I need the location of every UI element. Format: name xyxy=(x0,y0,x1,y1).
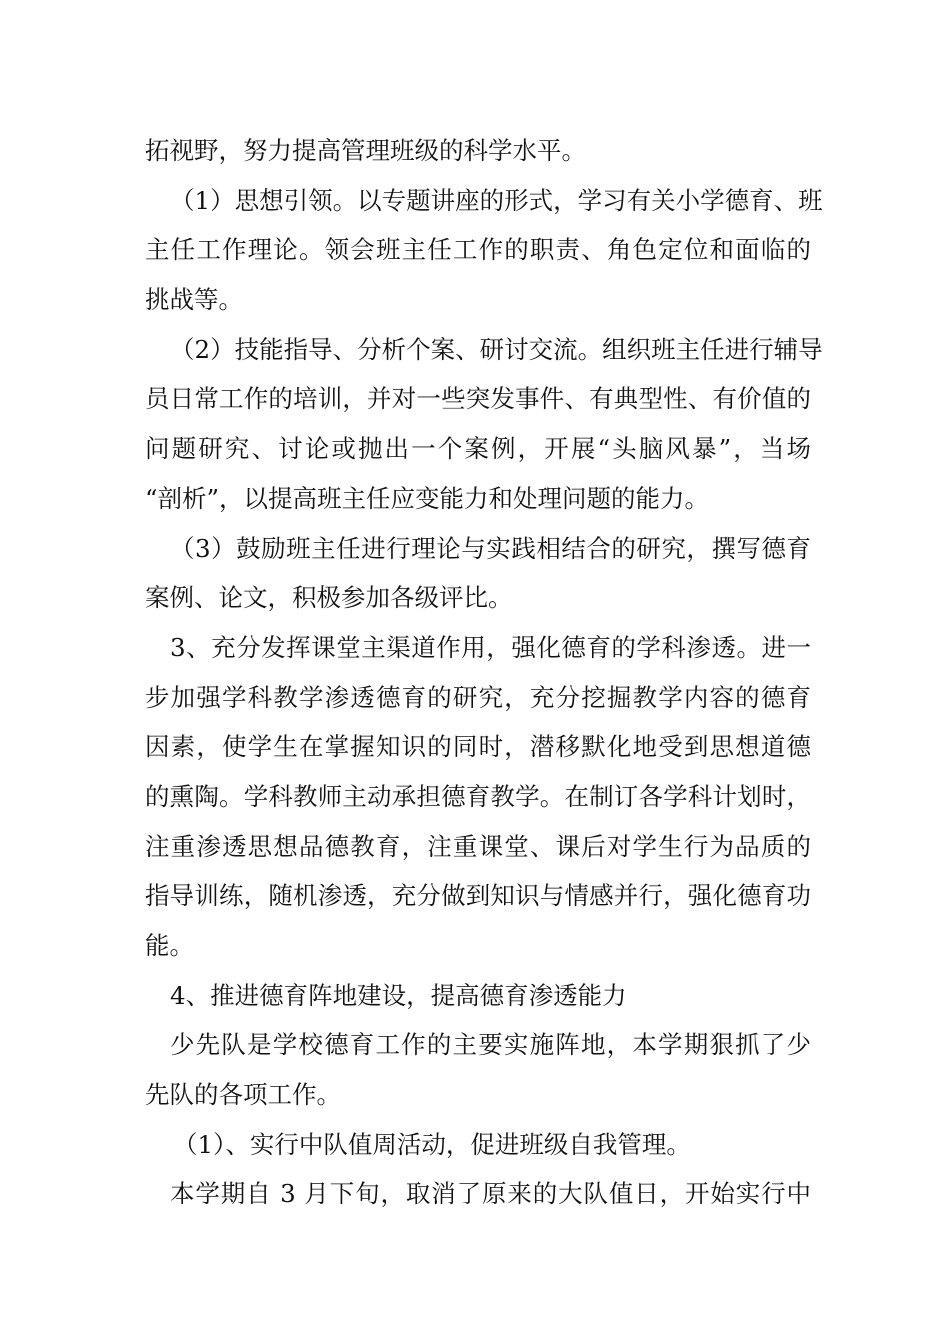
paragraph-line: 3、充分发挥课堂主渠道作用，强化德育的学科渗透。进一 xyxy=(170,632,811,662)
paragraph-line: 指导训练，随机渗透，充分做到知识与情感并行，强化德育功 xyxy=(145,881,811,911)
subsection-heading: （1）、实行中队值周活动，促进班级自我管理。 xyxy=(173,1129,691,1159)
paragraph-line: 案例、论文，积极参加各级评比。 xyxy=(145,583,513,613)
paragraph-line: 注重渗透思想品德教育，注重课堂、课后对学生行为品质的 xyxy=(145,831,811,861)
paragraph-line: 问题研究、讨论或抛出一个案例，开展“头脑风暴”，当场 xyxy=(145,434,811,464)
paragraph-line: （2）技能指导、分析个案、研讨交流。组织班主任进行辅导 xyxy=(170,334,823,364)
section-heading: 4、推进德育阵地建设，提高德育渗透能力 xyxy=(170,980,627,1010)
paragraph-line: 主任工作理论。领会班主任工作的职责、角色定位和面临的 xyxy=(145,235,811,265)
paragraph-line: 步加强学科教学渗透德育的研究，充分挖掘教学内容的德育 xyxy=(145,682,811,712)
paragraph-line: （1）思想引领。以专题讲座的形式，学习有关小学德育、班 xyxy=(170,185,823,215)
paragraph-line: 拓视野，努力提高管理班级的科学水平。 xyxy=(145,136,586,165)
paragraph-line: 员日常工作的培训，并对一些突发事件、有典型性、有价值的 xyxy=(145,384,811,414)
paragraph-line: 能。 xyxy=(145,931,194,960)
paragraph-line: “剖析”，以提高班主任应变能力和处理问题的能力。 xyxy=(145,483,710,513)
paragraph-line: （3）鼓励班主任进行理论与实践相结合的研究，撰写德育 xyxy=(170,533,811,563)
paragraph-line: 的熏陶。学科教师主动承担德育教学。在制订各学科计划时， xyxy=(145,781,811,811)
paragraph-line: 因素，使学生在掌握知识的同时，潜移默化地受到思想道德 xyxy=(145,732,811,762)
paragraph-line: 挑战等。 xyxy=(145,285,243,315)
document-body xyxy=(145,126,823,1219)
paragraph-line: 本学期自 3 月下旬，取消了原来的大队值日，开始实行中 xyxy=(170,1179,811,1209)
paragraph-line: 先队的各项工作。 xyxy=(145,1080,341,1110)
paragraph-line: 少先队是学校德育工作的主要实施阵地，本学期狠抓了少 xyxy=(170,1030,811,1060)
